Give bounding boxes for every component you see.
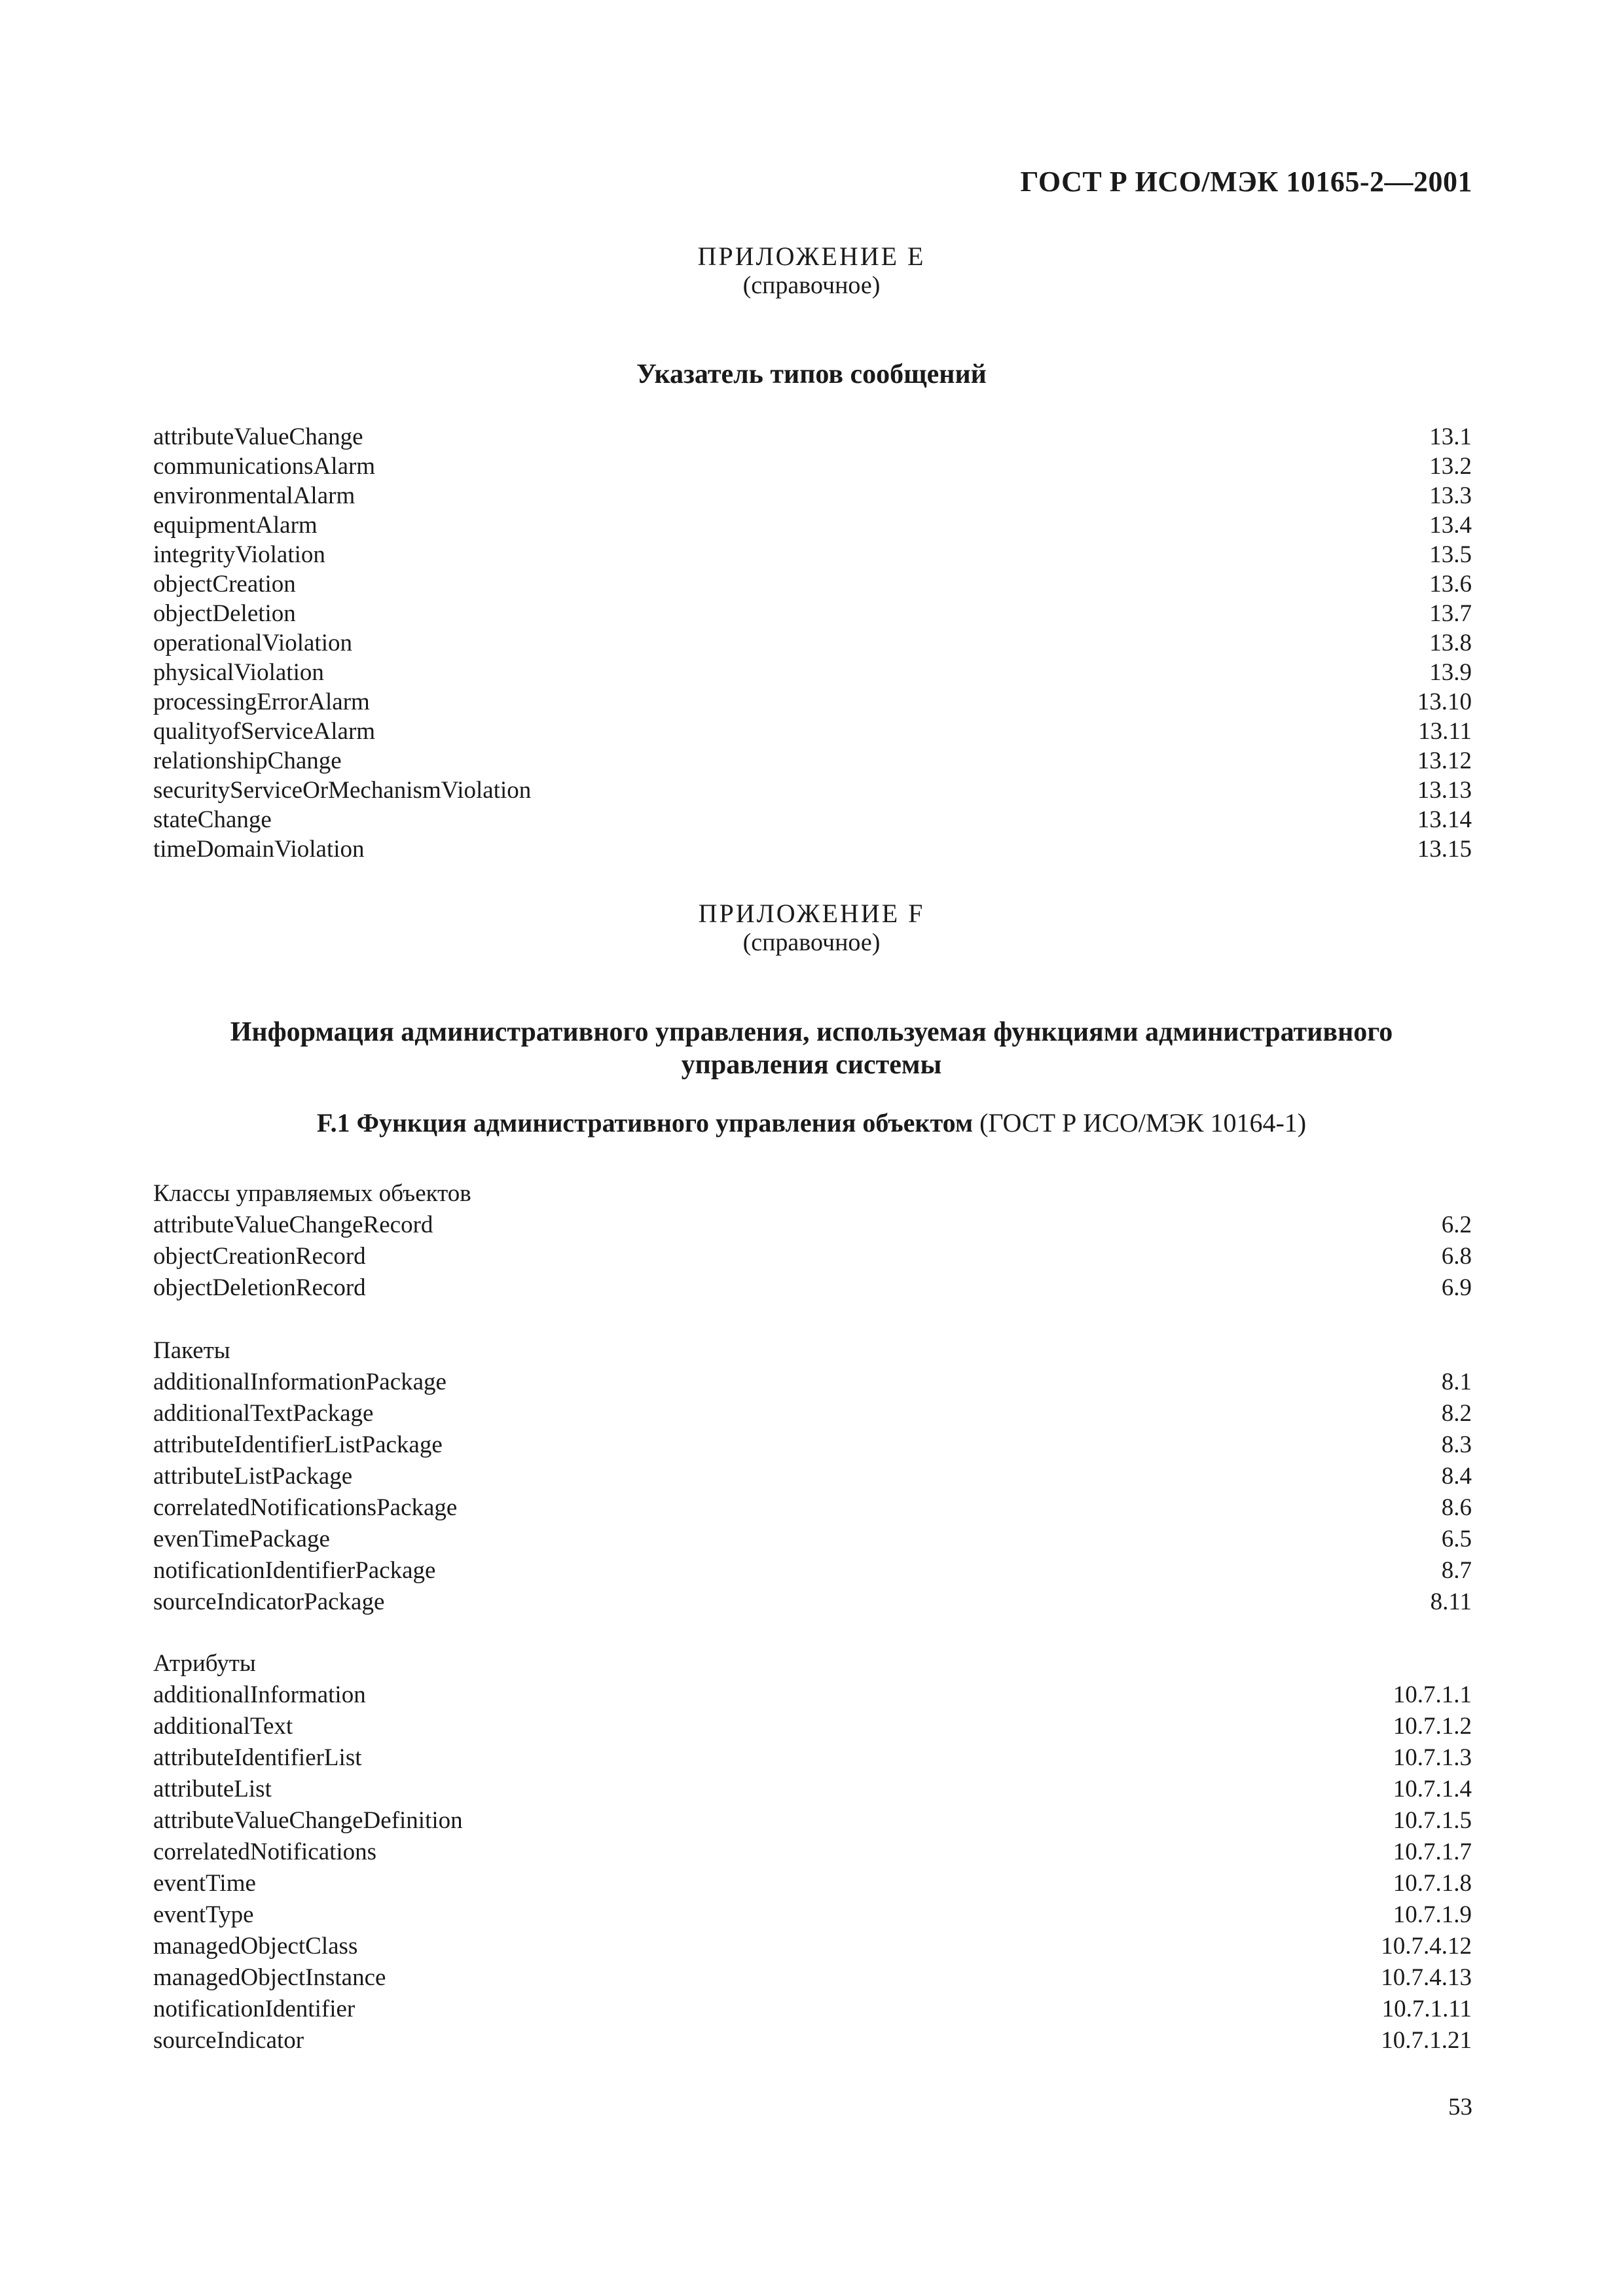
item-name: integrityViolation (153, 541, 325, 568)
item-name: managedObjectClass (153, 1933, 358, 1960)
item-name: equipmentAlarm (153, 512, 318, 539)
item-ref: 13.1 (1429, 423, 1472, 450)
item-name: attributeList (153, 1776, 272, 1803)
list-item (153, 746, 1472, 776)
list-item (153, 1931, 1472, 1962)
item-name: stateChange (153, 806, 272, 833)
item-name: sourceIndicatorPackage (153, 1588, 385, 1615)
list-item (153, 834, 1472, 864)
list-item (153, 1461, 1472, 1492)
list-item (153, 1837, 1472, 1868)
list-item (153, 805, 1472, 834)
attributes-list (153, 1648, 1472, 2056)
list-item (153, 452, 1472, 481)
item-name: objectCreationRecord (153, 1243, 366, 1270)
item-ref: 13.12 (1417, 747, 1472, 774)
item-ref: 13.14 (1417, 806, 1472, 833)
item-name: objectCreation (153, 571, 296, 598)
item-name: communicationsAlarm (153, 453, 376, 480)
item-name: attributeIdentifierList (153, 1744, 362, 1771)
item-ref: 13.3 (1429, 482, 1472, 509)
item-name: attributeValueChange (153, 423, 363, 450)
item-ref: 10.7.4.12 (1381, 1933, 1472, 1960)
item-ref: 10.7.1.11 (1381, 1996, 1472, 2022)
item-ref: 6.9 (1441, 1274, 1472, 1301)
appendix-e-heading: Указатель типов сообщений (636, 359, 987, 389)
item-ref: 13.7 (1429, 600, 1472, 627)
list-item (153, 481, 1472, 511)
item-name: environmentalAlarm (153, 482, 356, 509)
item-name: additionalInformationPackage (153, 1369, 447, 1395)
list-item (153, 1555, 1472, 1587)
appendix-f-subtitle: (справочное) (742, 929, 881, 956)
item-name: correlatedNotificationsPackage (153, 1494, 458, 1521)
list-item (153, 1272, 1472, 1304)
page-number: 53 (1448, 2094, 1472, 2121)
item-name: attributeValueChangeRecord (153, 1211, 433, 1238)
item-ref: 13.6 (1429, 571, 1472, 598)
item-ref: 13.11 (1418, 718, 1472, 745)
item-name: additionalTextPackage (153, 1400, 374, 1427)
message-type-index (153, 422, 1472, 864)
item-name: processingErrorAlarm (153, 689, 370, 715)
list-item (153, 1587, 1472, 1618)
item-ref: 10.7.1.3 (1393, 1744, 1472, 1771)
list-item (153, 1241, 1472, 1272)
section-f1-title: F.1 Функция административного управления объектом (316, 1108, 974, 1138)
item-ref: 8.3 (1441, 1431, 1472, 1458)
item-ref: 8.2 (1441, 1400, 1472, 1427)
item-ref: 10.7.1.1 (1393, 1681, 1472, 1708)
item-name: objectDeletionRecord (153, 1274, 366, 1301)
group-label: Атрибуты (153, 1650, 256, 1677)
item-ref: 13.13 (1417, 777, 1472, 804)
list-item (153, 540, 1472, 569)
item-ref: 13.10 (1417, 689, 1472, 715)
list-item (153, 1711, 1472, 1742)
item-ref: 10.7.1.21 (1381, 2027, 1472, 2054)
list-item (153, 1398, 1472, 1429)
item-ref: 10.7.4.13 (1381, 1964, 1472, 1991)
list-item (153, 1962, 1472, 1994)
list-item (153, 1524, 1472, 1555)
appendix-f-title: ПРИЛОЖЕНИЕ F (698, 899, 925, 928)
item-name: eventTime (153, 1870, 256, 1897)
list-item (153, 717, 1472, 746)
list-item (153, 1367, 1472, 1398)
managed-object-classes (153, 1178, 1472, 1304)
item-name: evenTimePackage (153, 1526, 330, 1552)
list-item (153, 658, 1472, 687)
list-item (153, 1805, 1472, 1837)
list-item (153, 776, 1472, 805)
item-name: operationalViolation (153, 630, 352, 656)
item-name: notificationIdentifier (153, 1996, 356, 2022)
item-ref: 8.11 (1430, 1588, 1472, 1615)
item-name: managedObjectInstance (153, 1964, 386, 1991)
list-item (153, 1994, 1472, 2025)
list-item (153, 422, 1472, 452)
appendix-f-heading-line2: управления системы (681, 1050, 942, 1080)
list-item (153, 1774, 1472, 1805)
item-ref: 13.5 (1429, 541, 1472, 568)
item-name: additionalInformation (153, 1681, 366, 1708)
item-ref: 6.5 (1441, 1526, 1472, 1552)
item-name: securityServiceOrMechanismViolation (153, 777, 532, 804)
item-name: attributeIdentifierListPackage (153, 1431, 443, 1458)
item-ref: 8.7 (1441, 1557, 1472, 1584)
list-item (153, 1899, 1472, 1931)
group-label: Классы управляемых объектов (153, 1180, 471, 1207)
list-item (153, 687, 1472, 717)
item-name: physicalViolation (153, 659, 324, 686)
item-name: additionalText (153, 1713, 293, 1740)
list-item (153, 511, 1472, 540)
section-f1-reference: (ГОСТ Р ИСО/МЭК 10164-1) (979, 1108, 1307, 1138)
item-name: objectDeletion (153, 600, 296, 627)
item-name: timeDomainViolation (153, 836, 365, 863)
item-name: attributeValueChangeDefinition (153, 1807, 463, 1834)
group-label: Пакеты (153, 1337, 230, 1364)
item-ref: 13.8 (1429, 630, 1472, 656)
item-ref: 10.7.1.8 (1393, 1870, 1472, 1897)
item-ref: 13.2 (1429, 453, 1472, 480)
item-ref: 8.1 (1441, 1369, 1472, 1395)
list-item (153, 1868, 1472, 1899)
list-item (153, 1492, 1472, 1524)
appendix-f-heading-line1: Информация административного управления, используемая функциями административного (230, 1017, 1393, 1047)
list-item (153, 599, 1472, 628)
packages-list (153, 1335, 1472, 1618)
item-ref: 13.4 (1429, 512, 1472, 539)
appendix-e-subtitle: (справочное) (742, 272, 881, 299)
list-item (153, 2025, 1472, 2056)
item-ref: 10.7.1.4 (1393, 1776, 1472, 1803)
item-name: relationshipChange (153, 747, 342, 774)
list-item (153, 1210, 1472, 1241)
item-ref: 8.6 (1441, 1494, 1472, 1521)
list-item (153, 1429, 1472, 1461)
item-ref: 6.8 (1441, 1243, 1472, 1270)
list-item (153, 1742, 1472, 1774)
item-name: eventType (153, 1901, 254, 1928)
item-name: attributeListPackage (153, 1463, 353, 1490)
item-ref: 13.15 (1417, 836, 1472, 863)
list-item (153, 569, 1472, 599)
item-ref: 10.7.1.7 (1393, 1839, 1472, 1865)
item-ref: 10.7.1.9 (1393, 1901, 1472, 1928)
item-ref: 8.4 (1441, 1463, 1472, 1490)
section-f1-heading (0, 1107, 1623, 1138)
list-item (153, 1679, 1472, 1711)
item-name: notificationIdentifierPackage (153, 1557, 436, 1584)
item-name: qualityofServiceAlarm (153, 718, 376, 745)
item-ref: 10.7.1.2 (1393, 1713, 1472, 1740)
item-ref: 10.7.1.5 (1393, 1807, 1472, 1834)
item-name: sourceIndicator (153, 2027, 304, 2054)
item-ref: 6.2 (1441, 1211, 1472, 1238)
item-name: correlatedNotifications (153, 1839, 377, 1865)
document-code: ГОСТ Р ИСО/МЭК 10165-2—2001 (1020, 166, 1472, 198)
item-ref: 13.9 (1429, 659, 1472, 686)
appendix-e-title: ПРИЛОЖЕНИЕ Е (697, 242, 926, 271)
list-item (153, 628, 1472, 658)
